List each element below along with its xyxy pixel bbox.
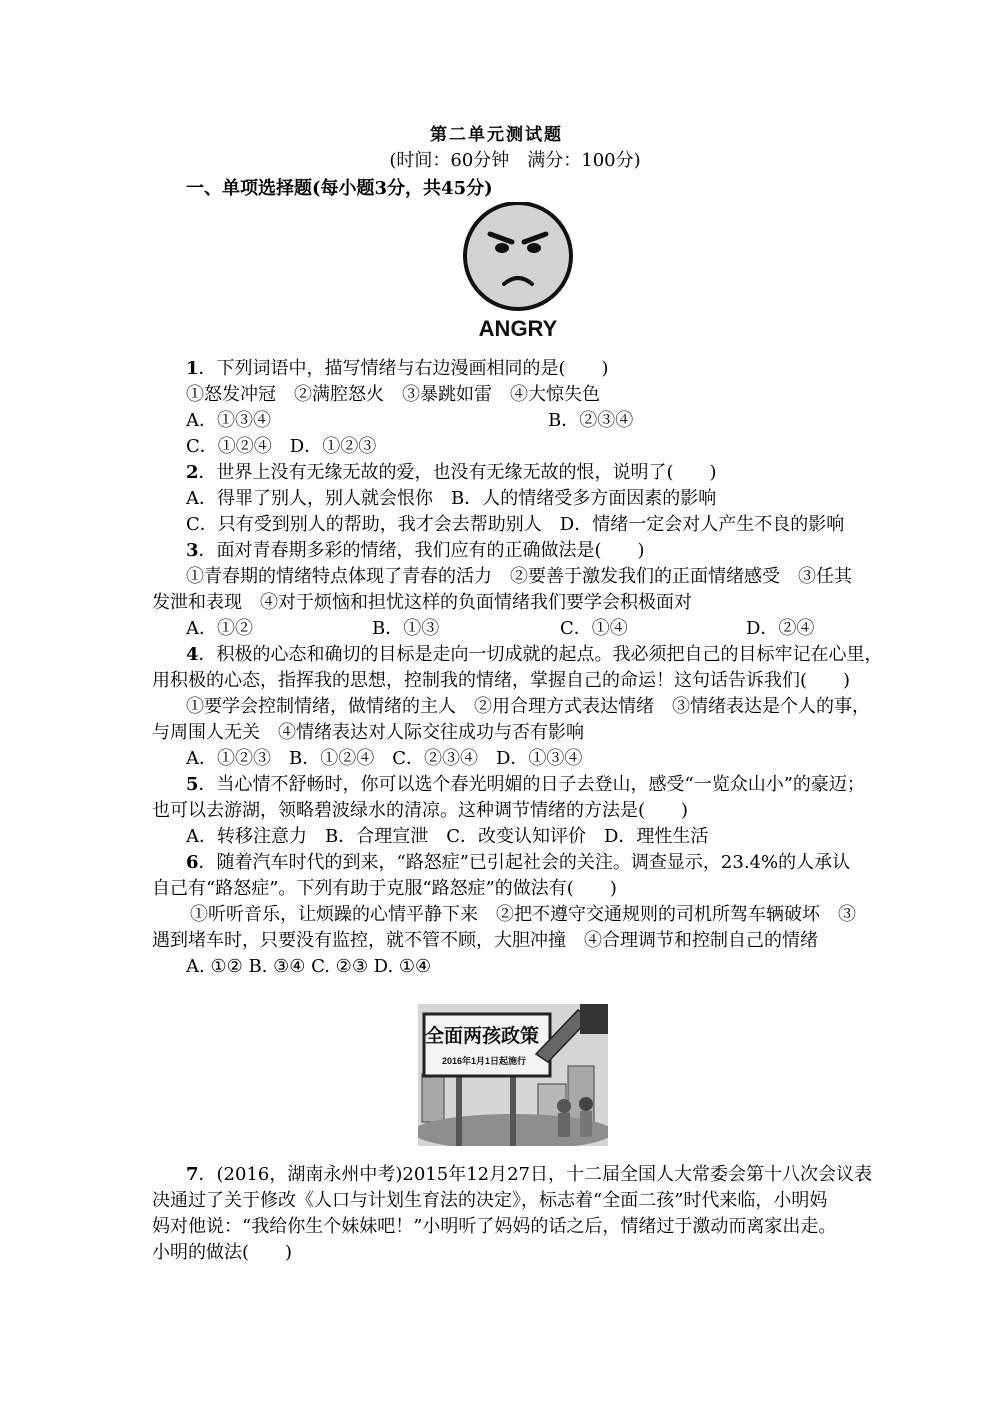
q6-stem-text: ．随着汽车时代的到来，“路怒症”已引起社会的关注。调查显示，23.4%的人承认	[198, 852, 851, 873]
left-eye	[495, 243, 509, 253]
q2-options-cd: C．只有受到别人的帮助，我才会去帮助别人 D．情绪一定会对人产生不良的影响	[186, 514, 845, 535]
q3-stem-text: ．面对青春期多彩的情绪，我们应有的正确做法是( )	[198, 540, 645, 561]
q4-stem-text: ．积极的心态和确切的目标是走向一切成就的起点。我必须把自己的目标牢记在心里，	[198, 644, 883, 665]
angry-label: ANGRY	[478, 316, 558, 341]
q2-options-ab: A．得罪了别人，别人就会恨你 B．人的情绪受多方面因素的影响	[186, 488, 717, 509]
q1-option-b: B．②③④	[548, 410, 634, 431]
q4-stem-line2: 用积极的心态，指挥我的思想，控制我的情绪，掌握自己的命运！这句话告诉我们( )	[152, 670, 851, 691]
q2-stem-text: ．世界上没有无缘无故的爱，也没有无缘无故的恨，说明了( )	[198, 462, 717, 483]
sign-post-left	[456, 1074, 462, 1146]
two-child-policy-cartoon	[418, 1004, 608, 1146]
q3-stem	[186, 538, 645, 564]
q7-stem-line1	[186, 1162, 872, 1188]
q6-stem-line1	[186, 850, 850, 876]
face-circle	[465, 203, 571, 309]
building-left	[422, 1074, 444, 1122]
q3-option-a: A．①②	[186, 618, 253, 639]
page-title: 第二单元测试题	[430, 125, 563, 145]
q5-stem-line1	[186, 772, 865, 798]
q7-stem-text: ．(2016，湖南永州中考)2015年12月27日，十二届全国人大常委会第十八次会议表	[198, 1164, 872, 1185]
q5-number: 5	[186, 774, 199, 795]
q4-items-line2: 与周围人无关 ④情绪表达对人际交往成功与否有影响	[152, 722, 584, 743]
q3-option-c: C．①④	[560, 618, 628, 639]
person-left-body	[558, 1113, 570, 1137]
q7-stem-line2: 决通过了关于修改《人口与计划生育法的决定》，标志着“全面二孩”时代来临，小明妈	[152, 1190, 828, 1211]
q6-number: 6	[186, 852, 199, 873]
q6-options: A. ①② B. ③④ C. ②③ D. ①④	[186, 956, 432, 977]
policy-sign-sub: 2016年1月1日起施行	[441, 1056, 527, 1066]
q4-stem-line1	[186, 642, 883, 668]
sleeve	[580, 1004, 608, 1034]
q5-options: A．转移注意力 B．合理宣泄 C．改变认知评价 D．理性生活	[186, 826, 709, 847]
q4-items-line1: ①要学会控制情绪，做情绪的主人 ②用合理方式表达情绪 ③情绪表达是个人的事，	[186, 696, 870, 717]
q3-number: 3	[186, 540, 199, 561]
q5-stem-line2: 也可以去游湖，领略碧波绿水的清凉。这种调节情绪的方法是( )	[152, 800, 689, 821]
right-eye	[527, 243, 541, 253]
q1-number: 1	[186, 358, 199, 379]
q1-stem	[186, 356, 609, 382]
q6-items-line1: ①听听音乐，让烦躁的心情平静下来 ②把不遵守交通规则的司机所驾车辆破坏 ③	[190, 904, 856, 925]
q3-option-d: D．②④	[746, 618, 815, 639]
sign-post-right	[510, 1074, 516, 1146]
person-left-head	[557, 1099, 571, 1113]
exam-time-score: (时间：60分钟 满分：100分)	[389, 150, 641, 171]
q7-number: 7	[186, 1164, 199, 1185]
q2-number: 2	[186, 462, 199, 483]
q2-stem	[186, 460, 717, 486]
q4-options: A．①②③ B．①②④ C．②③④ D．①③④	[186, 748, 583, 769]
q1-options-cd: C．①②④ D．①②③	[186, 436, 377, 457]
q1-items: ①怒发冲冠 ②满腔怒火 ③暴跳如雷 ④大惊失色	[186, 384, 600, 405]
q1-option-a: A．①③④	[186, 410, 271, 431]
q7-stem-line4: 小明的做法( )	[152, 1242, 293, 1263]
person-right-body	[580, 1111, 592, 1137]
q3-items-line1: ①青春期的情绪特点体现了青春的活力 ②要善于激发我们的正面情绪感受 ③任其	[186, 566, 852, 587]
q7-stem-line3: 妈对他说：“我给你生个妹妹吧！”小明听了妈妈的话之后，情绪过于激动而离家出走。	[152, 1216, 837, 1237]
q3-items-line2: 发泄和表现 ④对于烦恼和担忧这样的负面情绪我们要学会积极面对	[152, 592, 692, 613]
q4-number: 4	[186, 644, 199, 665]
q6-items-line2: 遇到堵车时，只要没有监控，就不管不顾，大胆冲撞 ④合理调节和控制自己的情绪	[152, 930, 818, 951]
angry-face-cartoon	[462, 202, 578, 342]
q3-option-b: B．①③	[372, 618, 440, 639]
person-right-head	[579, 1097, 593, 1111]
q6-stem-line2: 自己有“路怒症”。下列有助于克服“路怒症”的做法有( )	[152, 878, 617, 899]
q5-stem-text: ．当心情不舒畅时，你可以选个春光明媚的日子去登山，感受“一览众山小”的豪迈；	[198, 774, 865, 795]
q1-stem-text: ．下列词语中，描写情绪与右边漫画相同的是( )	[198, 358, 609, 379]
policy-sign-main: 全面两孩政策	[424, 1026, 540, 1047]
section-heading: 一、单项选择题(每小题3分，共45分)	[186, 178, 493, 199]
